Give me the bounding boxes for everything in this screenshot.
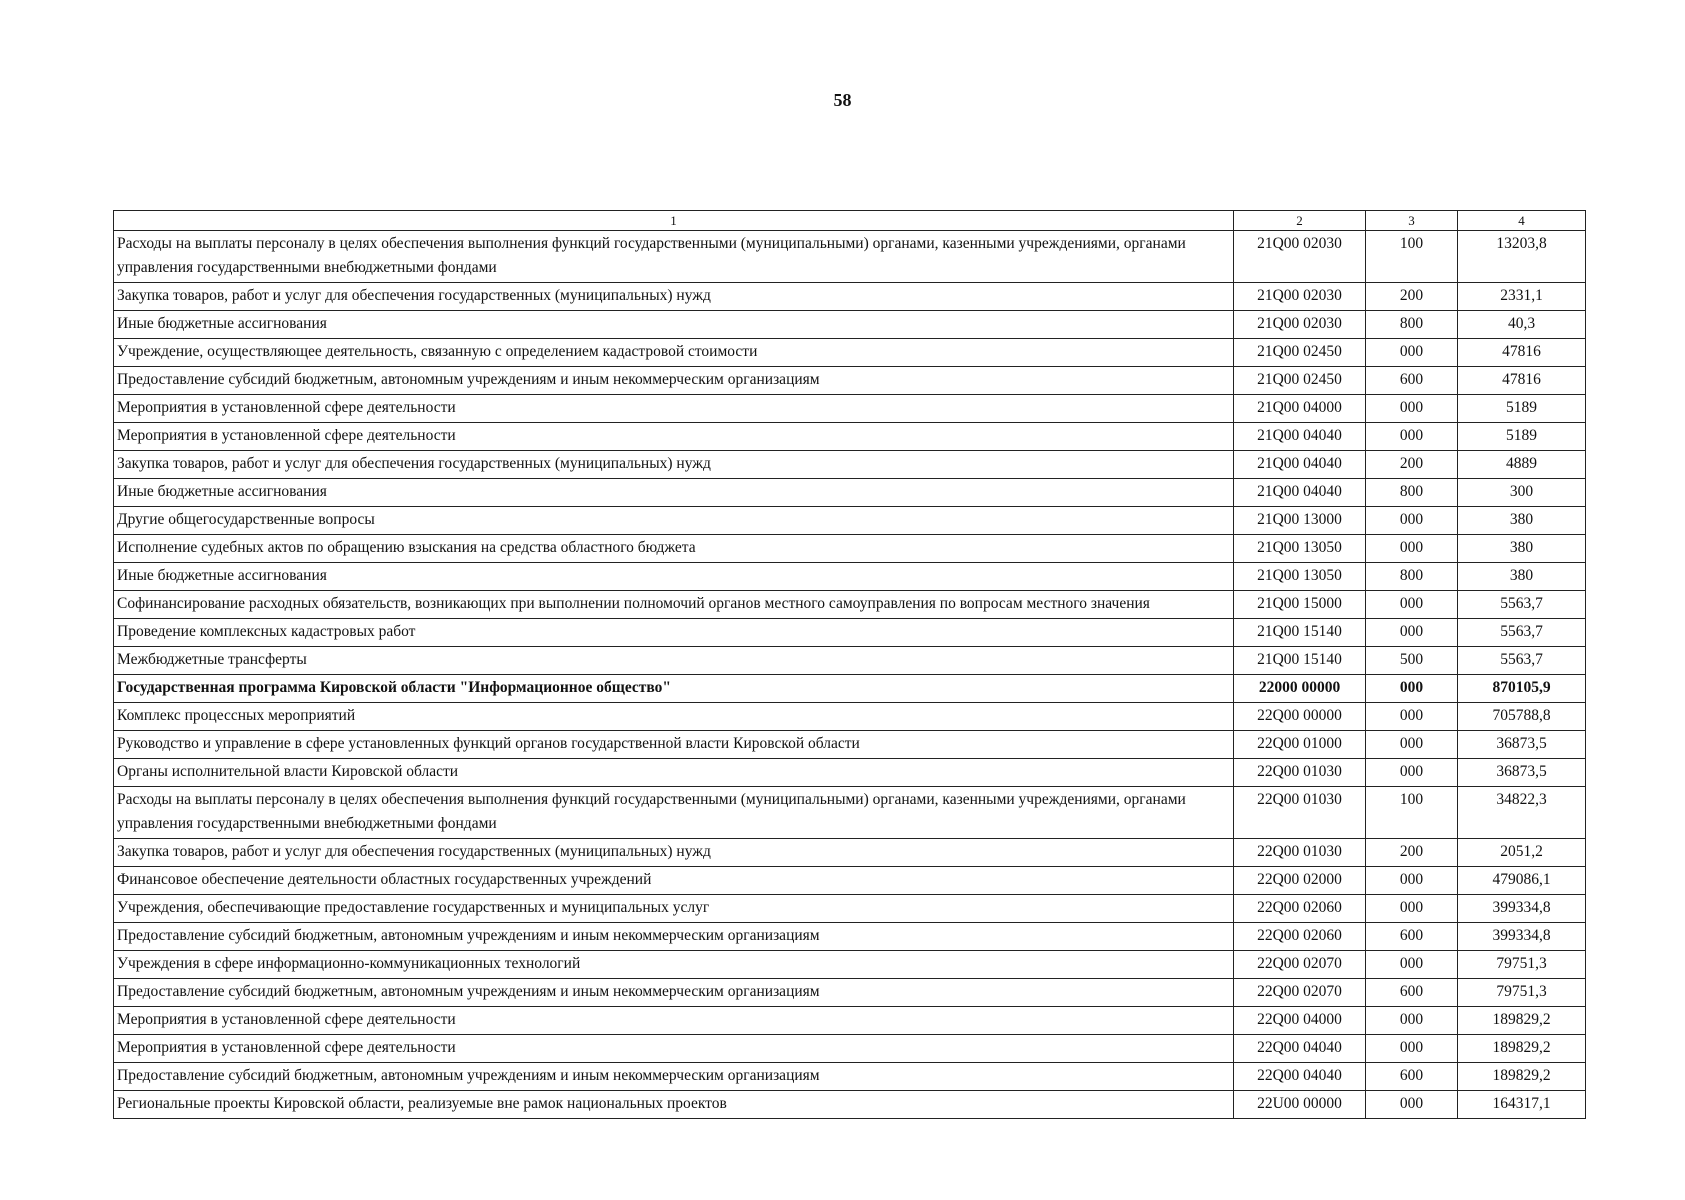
row-amount: 399334,8 bbox=[1458, 923, 1586, 951]
header-col-3: 3 bbox=[1366, 211, 1458, 231]
row-expense-type: 100 bbox=[1366, 231, 1458, 283]
page-number: 58 bbox=[833, 90, 852, 110]
row-code: 21Q00 02030 bbox=[1234, 283, 1366, 311]
row-expense-type: 100 bbox=[1366, 787, 1458, 839]
row-code: 22Q00 04040 bbox=[1234, 1063, 1366, 1091]
row-name: Закупка товаров, работ и услуг для обеспечения государственных (муниципальных) нужд bbox=[114, 283, 1234, 311]
row-expense-type: 000 bbox=[1366, 731, 1458, 759]
row-name: Исполнение судебных актов по обращению взыскания на средства областного бюджета bbox=[114, 535, 1234, 563]
row-code: 21Q00 15140 bbox=[1234, 619, 1366, 647]
row-name: Комплекс процессных мероприятий bbox=[114, 703, 1234, 731]
row-expense-type: 600 bbox=[1366, 367, 1458, 395]
row-code: 22Q00 01030 bbox=[1234, 759, 1366, 787]
row-amount: 5189 bbox=[1458, 395, 1586, 423]
row-expense-type: 600 bbox=[1366, 923, 1458, 951]
row-name: Расходы на выплаты персоналу в целях обеспечения выполнения функций государственными (муниципальными) органами, казенными учреждениями, органами управления государственными внебюджетными фондами bbox=[114, 787, 1234, 839]
row-amount: 479086,1 bbox=[1458, 867, 1586, 895]
table-row bbox=[114, 395, 1586, 423]
row-code: 22Q00 02000 bbox=[1234, 867, 1366, 895]
row-code: 21Q00 13050 bbox=[1234, 535, 1366, 563]
table-row bbox=[114, 283, 1586, 311]
row-amount: 4889 bbox=[1458, 451, 1586, 479]
row-code: 22Q00 02060 bbox=[1234, 923, 1366, 951]
table-row bbox=[114, 675, 1586, 703]
row-expense-type: 200 bbox=[1366, 451, 1458, 479]
row-name: Мероприятия в установленной сфере деятельности bbox=[114, 395, 1234, 423]
row-name: Предоставление субсидий бюджетным, автономным учреждениям и иным некоммерческим организациям bbox=[114, 1063, 1234, 1091]
table-row bbox=[114, 1007, 1586, 1035]
table-row bbox=[114, 1035, 1586, 1063]
row-expense-type: 000 bbox=[1366, 1091, 1458, 1119]
row-code: 21Q00 02450 bbox=[1234, 339, 1366, 367]
table-row bbox=[114, 839, 1586, 867]
row-name: Предоставление субсидий бюджетным, автономным учреждениям и иным некоммерческим организациям bbox=[114, 367, 1234, 395]
row-expense-type: 000 bbox=[1366, 535, 1458, 563]
row-expense-type: 800 bbox=[1366, 563, 1458, 591]
row-amount: 47816 bbox=[1458, 339, 1586, 367]
table-row bbox=[114, 535, 1586, 563]
row-code: 21Q00 13000 bbox=[1234, 507, 1366, 535]
table-row bbox=[114, 731, 1586, 759]
row-amount: 5189 bbox=[1458, 423, 1586, 451]
row-amount: 5563,7 bbox=[1458, 619, 1586, 647]
row-amount: 399334,8 bbox=[1458, 895, 1586, 923]
row-name: Закупка товаров, работ и услуг для обеспечения государственных (муниципальных) нужд bbox=[114, 839, 1234, 867]
row-expense-type: 500 bbox=[1366, 647, 1458, 675]
table-row bbox=[114, 923, 1586, 951]
row-name: Предоставление субсидий бюджетным, автономным учреждениям и иным некоммерческим организациям bbox=[114, 979, 1234, 1007]
row-amount: 2331,1 bbox=[1458, 283, 1586, 311]
row-expense-type: 000 bbox=[1366, 675, 1458, 703]
row-name: Мероприятия в установленной сфере деятельности bbox=[114, 423, 1234, 451]
row-code: 21Q00 04000 bbox=[1234, 395, 1366, 423]
row-code: 21Q00 04040 bbox=[1234, 423, 1366, 451]
row-amount: 380 bbox=[1458, 563, 1586, 591]
row-code: 21Q00 02030 bbox=[1234, 231, 1366, 283]
row-name: Органы исполнительной власти Кировской области bbox=[114, 759, 1234, 787]
row-amount: 380 bbox=[1458, 535, 1586, 563]
row-code: 22Q00 02070 bbox=[1234, 979, 1366, 1007]
row-name: Учреждение, осуществляющее деятельность, связанную с определением кадастровой стоимости bbox=[114, 339, 1234, 367]
table-row bbox=[114, 951, 1586, 979]
row-amount: 2051,2 bbox=[1458, 839, 1586, 867]
table-row bbox=[114, 339, 1586, 367]
row-code: 21Q00 13050 bbox=[1234, 563, 1366, 591]
table-row bbox=[114, 563, 1586, 591]
table-row bbox=[114, 479, 1586, 507]
row-expense-type: 000 bbox=[1366, 619, 1458, 647]
row-expense-type: 000 bbox=[1366, 703, 1458, 731]
row-expense-type: 200 bbox=[1366, 283, 1458, 311]
table-row bbox=[114, 979, 1586, 1007]
row-name: Финансовое обеспечение деятельности областных государственных учреждений bbox=[114, 867, 1234, 895]
budget-table bbox=[113, 210, 1586, 1119]
row-code: 21Q00 04040 bbox=[1234, 451, 1366, 479]
row-code: 21Q00 02030 bbox=[1234, 311, 1366, 339]
table-row bbox=[114, 1091, 1586, 1119]
table-row bbox=[114, 703, 1586, 731]
row-amount: 47816 bbox=[1458, 367, 1586, 395]
row-code: 22Q00 00000 bbox=[1234, 703, 1366, 731]
row-amount: 36873,5 bbox=[1458, 731, 1586, 759]
table-row bbox=[114, 895, 1586, 923]
row-code: 22Q00 01030 bbox=[1234, 839, 1366, 867]
table-row bbox=[114, 1063, 1586, 1091]
row-expense-type: 000 bbox=[1366, 951, 1458, 979]
row-code: 21Q00 15140 bbox=[1234, 647, 1366, 675]
row-amount: 79751,3 bbox=[1458, 979, 1586, 1007]
row-name: Руководство и управление в сфере установленных функций органов государственной власти Кировской области bbox=[114, 731, 1234, 759]
table-row bbox=[114, 647, 1586, 675]
row-name: Иные бюджетные ассигнования bbox=[114, 479, 1234, 507]
row-code: 22U00 00000 bbox=[1234, 1091, 1366, 1119]
table-row bbox=[114, 367, 1586, 395]
row-code: 22Q00 04040 bbox=[1234, 1035, 1366, 1063]
table-row bbox=[114, 231, 1586, 283]
row-code: 22Q00 02070 bbox=[1234, 951, 1366, 979]
row-name: Государственная программа Кировской области "Информационное общество" bbox=[114, 675, 1234, 703]
row-amount: 13203,8 bbox=[1458, 231, 1586, 283]
row-name: Иные бюджетные ассигнования bbox=[114, 563, 1234, 591]
row-code: 22Q00 01000 bbox=[1234, 731, 1366, 759]
row-amount: 5563,7 bbox=[1458, 647, 1586, 675]
table-row bbox=[114, 759, 1586, 787]
row-amount: 189829,2 bbox=[1458, 1035, 1586, 1063]
row-amount: 5563,7 bbox=[1458, 591, 1586, 619]
row-code: 21Q00 04040 bbox=[1234, 479, 1366, 507]
table-row bbox=[114, 451, 1586, 479]
table-row bbox=[114, 423, 1586, 451]
row-code: 22000 00000 bbox=[1234, 675, 1366, 703]
row-amount: 189829,2 bbox=[1458, 1063, 1586, 1091]
row-expense-type: 600 bbox=[1366, 1063, 1458, 1091]
row-name: Мероприятия в установленной сфере деятельности bbox=[114, 1007, 1234, 1035]
row-amount: 870105,9 bbox=[1458, 675, 1586, 703]
row-expense-type: 600 bbox=[1366, 979, 1458, 1007]
table-row bbox=[114, 619, 1586, 647]
row-amount: 300 bbox=[1458, 479, 1586, 507]
row-name: Мероприятия в установленной сфере деятельности bbox=[114, 1035, 1234, 1063]
row-code: 22Q00 04000 bbox=[1234, 1007, 1366, 1035]
row-expense-type: 000 bbox=[1366, 1035, 1458, 1063]
row-name: Закупка товаров, работ и услуг для обеспечения государственных (муниципальных) нужд bbox=[114, 451, 1234, 479]
table-row bbox=[114, 787, 1586, 839]
row-expense-type: 800 bbox=[1366, 479, 1458, 507]
row-expense-type: 000 bbox=[1366, 1007, 1458, 1035]
row-code: 21Q00 15000 bbox=[1234, 591, 1366, 619]
row-amount: 189829,2 bbox=[1458, 1007, 1586, 1035]
row-expense-type: 000 bbox=[1366, 759, 1458, 787]
row-name: Проведение комплексных кадастровых работ bbox=[114, 619, 1234, 647]
table-header-row bbox=[114, 211, 1586, 231]
row-expense-type: 200 bbox=[1366, 839, 1458, 867]
row-expense-type: 000 bbox=[1366, 423, 1458, 451]
row-amount: 34822,3 bbox=[1458, 787, 1586, 839]
table-row bbox=[114, 867, 1586, 895]
table-row bbox=[114, 591, 1586, 619]
row-expense-type: 000 bbox=[1366, 867, 1458, 895]
row-amount: 705788,8 bbox=[1458, 703, 1586, 731]
row-amount: 164317,1 bbox=[1458, 1091, 1586, 1119]
row-code: 22Q00 01030 bbox=[1234, 787, 1366, 839]
table-body bbox=[114, 231, 1586, 1119]
table-row bbox=[114, 311, 1586, 339]
row-name: Софинансирование расходных обязательств, возникающих при выполнении полномочий органов местного самоуправления по вопросам местного значения bbox=[114, 591, 1234, 619]
header-col-2: 2 bbox=[1234, 211, 1366, 231]
row-code: 22Q00 02060 bbox=[1234, 895, 1366, 923]
row-expense-type: 000 bbox=[1366, 895, 1458, 923]
row-name: Региональные проекты Кировской области, реализуемые вне рамок национальных проектов bbox=[114, 1091, 1234, 1119]
row-name: Расходы на выплаты персоналу в целях обеспечения выполнения функций государственными (муниципальными) органами, казенными учреждениями, органами управления государственными внебюджетными фондами bbox=[114, 231, 1234, 283]
row-amount: 79751,3 bbox=[1458, 951, 1586, 979]
row-expense-type: 000 bbox=[1366, 507, 1458, 535]
row-expense-type: 000 bbox=[1366, 591, 1458, 619]
row-amount: 36873,5 bbox=[1458, 759, 1586, 787]
row-code: 21Q00 02450 bbox=[1234, 367, 1366, 395]
row-expense-type: 000 bbox=[1366, 395, 1458, 423]
row-name: Другие общегосударственные вопросы bbox=[114, 507, 1234, 535]
row-expense-type: 800 bbox=[1366, 311, 1458, 339]
row-name: Иные бюджетные ассигнования bbox=[114, 311, 1234, 339]
row-expense-type: 000 bbox=[1366, 339, 1458, 367]
row-amount: 380 bbox=[1458, 507, 1586, 535]
row-name: Учреждения в сфере информационно-коммуникационных технологий bbox=[114, 951, 1234, 979]
header-col-4: 4 bbox=[1458, 211, 1586, 231]
row-amount: 40,3 bbox=[1458, 311, 1586, 339]
header-col-1: 1 bbox=[114, 211, 1234, 231]
row-name: Учреждения, обеспечивающие предоставление государственных и муниципальных услуг bbox=[114, 895, 1234, 923]
row-name: Предоставление субсидий бюджетным, автономным учреждениям и иным некоммерческим организациям bbox=[114, 923, 1234, 951]
table-row bbox=[114, 507, 1586, 535]
row-name: Межбюджетные трансферты bbox=[114, 647, 1234, 675]
